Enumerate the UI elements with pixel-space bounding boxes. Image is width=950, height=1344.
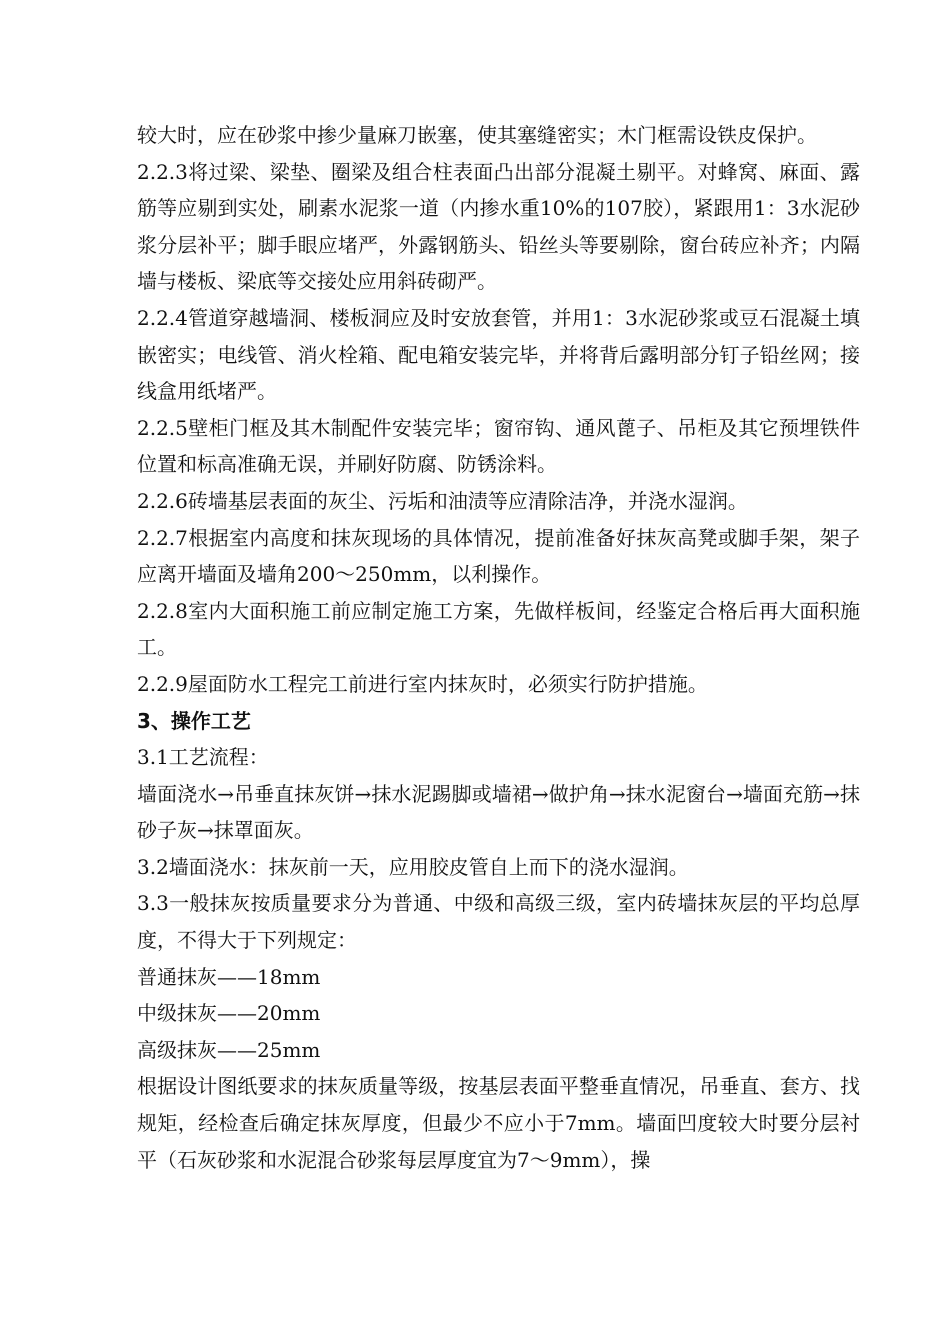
paragraph-2-2-3: 2.2.3将过梁、梁垫、圈梁及组合柱表面凸出部分混凝土剔平。对蜂窝、麻面、露筋等应剔到实处，刷素水泥浆一道（内掺水重10%的107胶），紧跟用1：3水泥砂浆分层补平；脚手眼应堵严，外露钢筋头、铅丝头等要剔除，窗台砖应补齐；内隔墙与楼板、梁底等交接处应用斜砖砌严。	[137, 159, 860, 294]
thickness-medium: 中级抹灰——20mm	[137, 1001, 321, 1026]
paragraph-2-2-5: 2.2.5壁柜门框及其木制配件安装完毕；窗帘钩、通风蓖子、吊柜及其它预埋铁件位置和标高准确无误，并刷好防腐、防锈涂料。	[137, 415, 860, 477]
paragraph-3-2: 3.2墙面浇水：抹灰前一天，应用胶皮管自上而下的浇水湿润。	[137, 854, 689, 879]
paragraph-thickness-rules: 根据设计图纸要求的抹灰质量等级，按基层表面平整垂直情况，吊垂直、套方、找规矩，经检查后确定抹灰厚度，但最少不应小于7mm。墙面凹度较大时要分层衬平（石灰砂浆和水泥混合砂浆每层厚度宜为7～9mm），操	[137, 1074, 860, 1172]
document-page	[137, 117, 860, 1178]
paragraph-continuation: 较大时，应在砂浆中掺少量麻刀嵌塞，使其塞缝密实；木门框需设铁皮保护。	[137, 123, 817, 147]
paragraph-process-flow: 墙面浇水→吊垂直抹灰饼→抹水泥踢脚或墙裙→做护角→抹水泥窗台→墙面充筋→抹砂子灰→抹罩面灰。	[137, 781, 860, 843]
paragraph-2-2-4: 2.2.4管道穿越墙洞、楼板洞应及时安放套管，并用1：3水泥砂浆或豆石混凝土填嵌密实；电线管、消火栓箱、配电箱安装完毕，并将背后露明部分钉子铅丝网；接线盒用纸堵严。	[137, 305, 860, 404]
paragraph-2-2-9: 2.2.9屋面防水工程完工前进行室内抹灰时，必须实行防护措施。	[137, 671, 708, 696]
paragraph-2-2-8: 2.2.8室内大面积施工前应制定施工方案，先做样板间，经鉴定合格后再大面积施工。	[137, 598, 860, 660]
paragraph-2-2-7: 2.2.7根据室内高度和抹灰现场的具体情况，提前准备好抹灰高凳或脚手架，架子应离开墙面及墙角200～250mm，以利操作。	[137, 525, 860, 587]
paragraph-2-2-6: 2.2.6砖墙基层表面的灰尘、污垢和油渍等应清除洁净，并浇水湿润。	[137, 488, 748, 513]
paragraph-3-1: 3.1工艺流程：	[137, 745, 269, 770]
paragraph-3-3: 3.3一般抹灰按质量要求分为普通、中级和高级三级，室内砖墙抹灰层的平均总厚度，不得大于下列规定：	[137, 891, 860, 953]
section-heading: 3、操作工艺	[137, 708, 251, 733]
thickness-high: 高级抹灰——25mm	[137, 1037, 321, 1062]
thickness-normal: 普通抹灰——18mm	[137, 964, 321, 989]
